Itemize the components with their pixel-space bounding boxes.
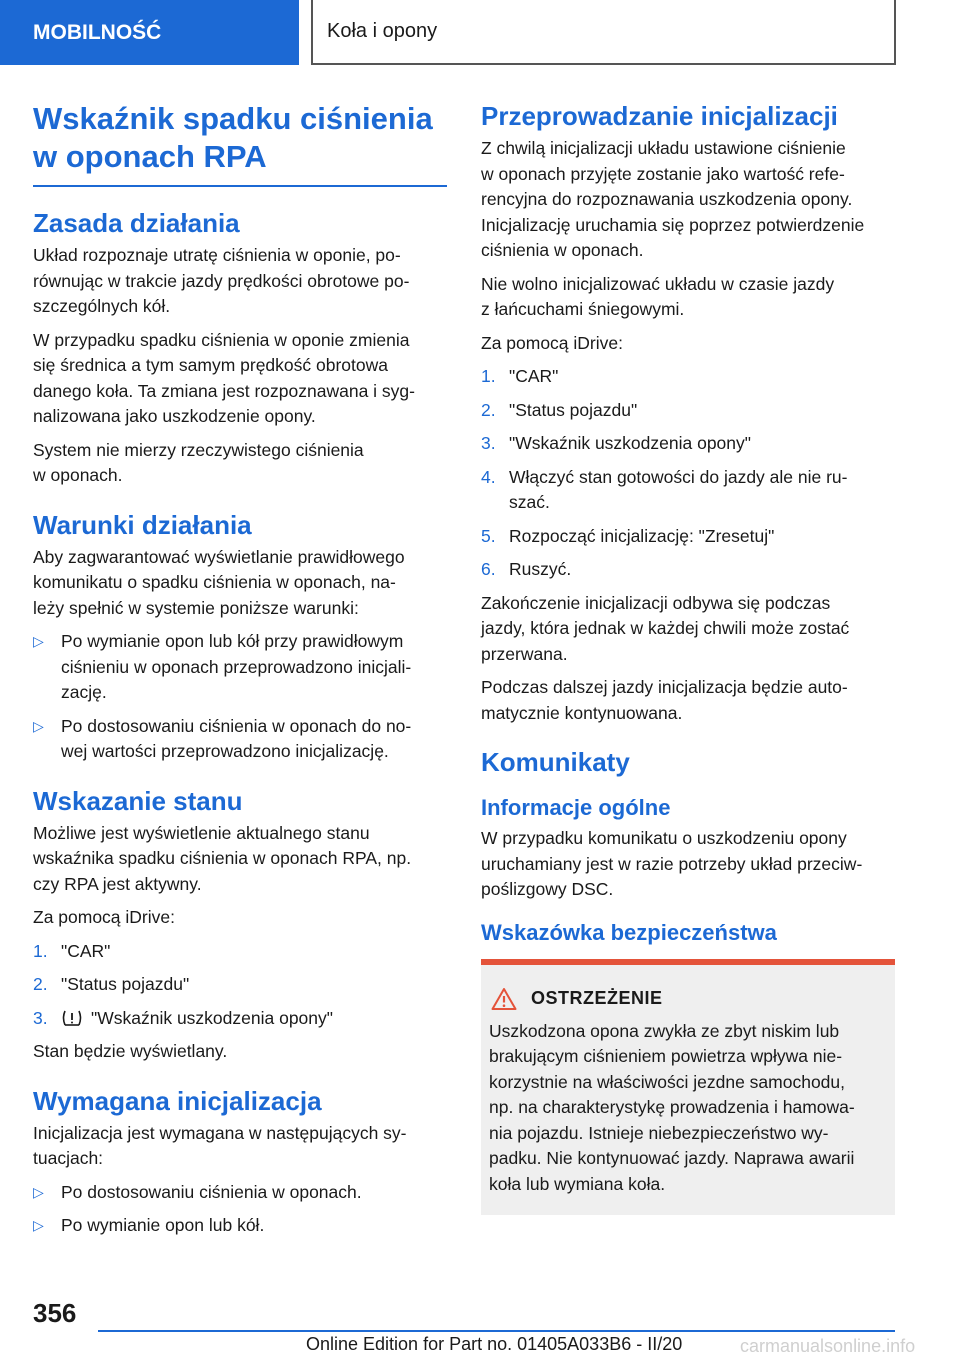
step-number: 5. xyxy=(481,525,496,546)
list-item xyxy=(481,557,895,583)
paragraph: Za pomocą iDrive: xyxy=(33,907,175,927)
list-item-text: Po wymianie opon lub kół przy prawidłowym ciśnieniu w oponach przeprowadzono inicjali- zację. xyxy=(61,631,412,702)
paragraph: W przypadku spadku ciśnienia w oponie zmienia się średnica a tym samym prędkość obrotowa danego koła. Ta zmiana jest rozpoznawana i syg- nalizowana jako uszkodzenie opony. xyxy=(33,329,415,426)
heading-wskazowka: Wskazówka bezpieczeństwa xyxy=(481,919,777,945)
list-item-text: Rozpocząć inicjalizację: "Zresetuj" xyxy=(509,525,775,546)
paragraph: Nie wolno inicjalizować układu w czasie jazdy z łańcuchami śniegowymi. xyxy=(481,273,835,319)
step-number: 1. xyxy=(33,940,48,961)
paragraph: Układ rozpoznaje utratę ciśnienia w oponie, po- równując w trakcie jazdy prędkości obrotowe po- szczególnych kół. xyxy=(33,245,410,316)
list-item-text: "CAR" xyxy=(61,940,111,961)
list-item xyxy=(33,1006,447,1032)
right-column xyxy=(481,100,895,1215)
list-item xyxy=(481,364,895,390)
paragraph: W przypadku komunikatu o uszkodzeniu opony uruchamiany jest w razie potrzeby układ przeciw- poślizgowy DSC. xyxy=(481,828,863,899)
paragraph: Z chwilą inicjalizacji układu ustawione ciśnienie w oponach przyjęte zostanie jako wartość refe- rencyjna do rozpoznawania uszkodzenia opony. Inicjalizację uruchamia się poprzez potwierdzenie ciśnienia w oponach. xyxy=(481,138,865,260)
step-number: 2. xyxy=(33,974,48,994)
list-item-text: "Wskaźnik uszkodzenia opony" xyxy=(509,433,751,453)
step-number: 3. xyxy=(33,1007,48,1028)
list-item-text: Po dostosowaniu ciśnienia w oponach. xyxy=(61,1181,362,1202)
triangle-bullet-icon: ▷ xyxy=(33,1183,44,1200)
heading-przeprowadzanie: Przeprowadzanie inicjalizacji xyxy=(481,101,838,131)
paragraph: Możliwe jest wyświetlenie aktualnego stanu wskaźnika spadku ciśnienia w oponach RPA, np. czy RPA jest aktywny. xyxy=(33,822,412,894)
list-item xyxy=(33,1180,447,1206)
bullet-list xyxy=(33,1180,447,1239)
list-item xyxy=(33,1213,447,1239)
left-column xyxy=(33,100,447,1247)
footer-edition: Online Edition for Part no. 01405A033B6 - II/20 xyxy=(306,1334,683,1354)
list-item-text: "Status pojazdu" xyxy=(61,974,190,994)
page-number: 356 xyxy=(33,1298,77,1328)
steps-list xyxy=(33,939,447,1032)
list-item-text: "Wskaźnik uszkodzenia opony" xyxy=(91,1007,333,1028)
warning-header xyxy=(489,987,887,1011)
list-item-text: Ruszyć. xyxy=(509,559,572,579)
paragraph: Inicjalizacja jest wymagana w następujących sy- tuacjach: xyxy=(33,1122,407,1168)
list-item-text: Włączyć stan gotowości do jazdy ale nie ru- szać. xyxy=(509,466,848,512)
list-item xyxy=(33,939,447,965)
steps-list xyxy=(481,364,895,583)
page-title xyxy=(33,100,447,187)
warning-box xyxy=(481,959,895,1216)
list-item-text: "CAR" xyxy=(509,366,559,386)
list-item-text: Po wymianie opon lub kół. xyxy=(61,1215,265,1235)
paragraph: Zakończenie inicjalizacji odbywa się podczas jazdy, która jednak w każdej chwili może zostać przerwana. xyxy=(481,592,850,664)
list-item xyxy=(33,972,447,998)
step-number: 1. xyxy=(481,366,496,386)
heading-komunikaty: Komunikaty xyxy=(481,747,630,777)
step-number: 2. xyxy=(481,399,496,420)
warning-triangle-icon xyxy=(491,987,517,1011)
triangle-bullet-icon: ▷ xyxy=(33,717,44,734)
triangle-bullet-icon: ▷ xyxy=(33,1217,44,1233)
paragraph: Stan będzie wyświetlany. xyxy=(33,1041,228,1061)
heading-zasada: Zasada działania xyxy=(33,208,240,238)
list-item xyxy=(481,398,895,424)
bullet-list xyxy=(33,629,447,765)
list-item-text: "Status pojazdu" xyxy=(509,399,638,420)
list-item-text: Po dostosowaniu ciśnienia w oponach do no- wej wartości przeprowadzono inicjalizację. xyxy=(61,715,412,761)
list-item xyxy=(481,524,895,550)
footer-divider xyxy=(98,1330,895,1332)
section-tab: MOBILNOŚĆ xyxy=(0,0,299,65)
warning-text: Uszkodzona opona zwykła ze zbyt niskim lub brakującym ciśnieniem powietrza wpływa nie- korzystnie na właściwości jezdne samochodu, np. na charakterystykę prowadzenia i hamowa- nia pojazdu. Istnieje niebezpieczeństwo wy- padku. Nie kontynuować jazdy. Naprawa awarii koła lub wymiana koła. xyxy=(489,1020,855,1194)
triangle-bullet-icon: ▷ xyxy=(33,633,44,649)
chapter-title: Koła i opony xyxy=(311,0,896,65)
paragraph: System nie mierzy rzeczywistego ciśnienia w oponach. xyxy=(33,439,364,485)
paragraph: Aby zagwarantować wyświetlanie prawidłowego komunikatu o spadku ciśnienia w oponach, na- leży spełnić w systemie poniższe warunki: xyxy=(33,546,405,618)
page-title-text: Wskaźnik spadku ciśnienia w oponach RPA xyxy=(33,101,433,174)
warning-label: OSTRZEŻENIE xyxy=(531,988,663,1008)
step-number: 3. xyxy=(481,433,496,453)
heading-wymagana: Wymagana inicjalizacja xyxy=(33,1085,322,1116)
step-number: 4. xyxy=(481,466,496,487)
list-item xyxy=(481,431,895,457)
paragraph: Podczas dalszej jazdy inicjalizacja będzie auto- matycznie kontynuowana. xyxy=(481,677,848,723)
heading-warunki: Warunki działania xyxy=(33,509,252,540)
list-item xyxy=(33,629,447,706)
heading-informacje: Informacje ogólne xyxy=(481,795,671,820)
list-item xyxy=(33,714,447,765)
step-number: 6. xyxy=(481,559,496,579)
tire-pressure-warning-icon xyxy=(61,1009,83,1027)
list-item xyxy=(481,465,895,516)
heading-wskazanie: Wskazanie stanu xyxy=(33,785,243,816)
paragraph: Za pomocą iDrive: xyxy=(481,332,623,353)
watermark: carmanualsonline.info xyxy=(740,1336,916,1356)
